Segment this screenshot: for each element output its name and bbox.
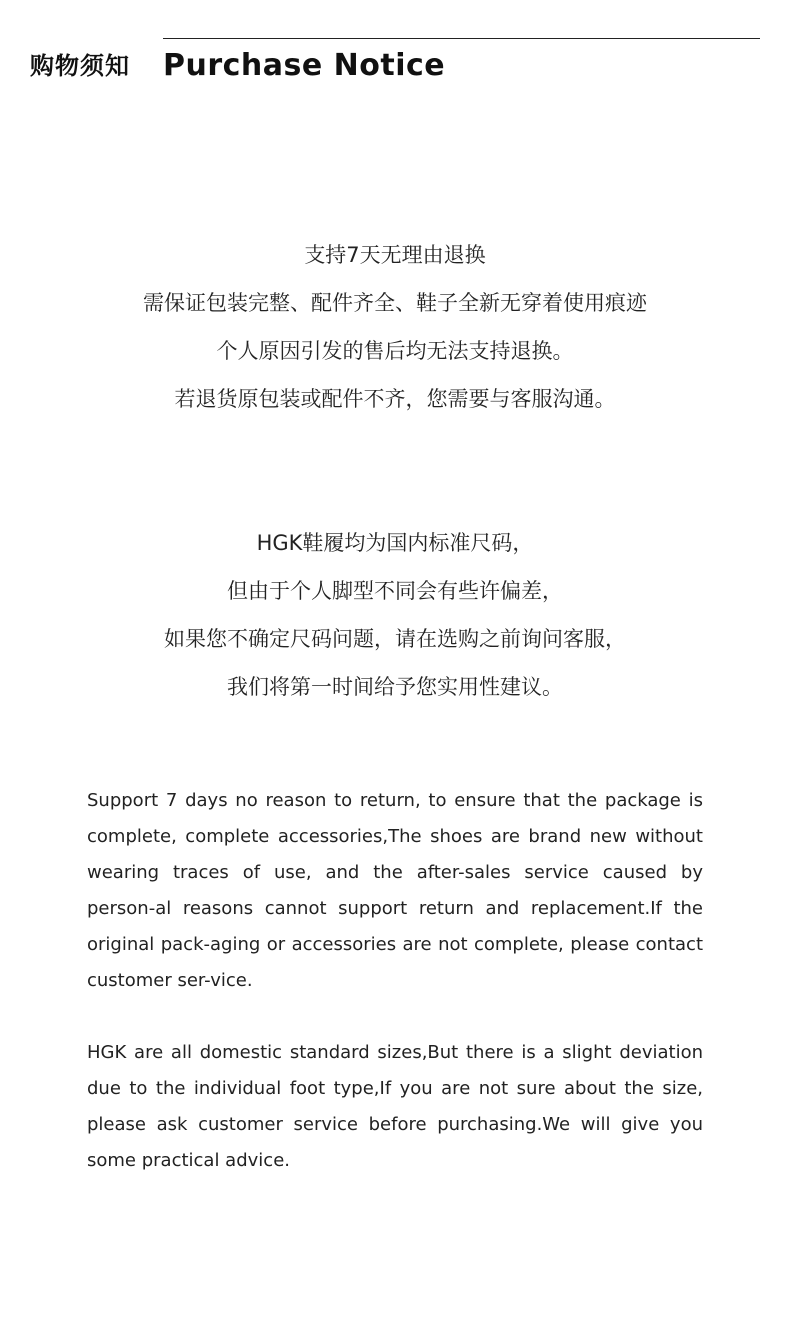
size-notice-line: 我们将第一时间给予您实用性建议。	[227, 675, 563, 699]
return-policy-chinese	[0, 231, 790, 423]
return-policy-line: 若退货原包装或配件不齐，您需要与客服沟通。	[174, 387, 616, 411]
size-notice-chinese	[0, 519, 790, 711]
return-policy-english: Support 7 days no reason to return, to ensure that the package is complete, complete accessories,The shoes are brand new without wearing traces of use, and the after-sales service caused by person-al reasons cannot support return and replacement.If the original pack-aging or accessories are not complete, please contact customer ser-vice.	[87, 790, 703, 991]
size-notice-line: 但由于个人脚型不同会有些许偏差，	[227, 579, 563, 603]
return-policy-line: 支持7天无理由退换	[304, 243, 486, 267]
size-notice-line: HGK鞋履均为国内标准尺码，	[256, 531, 534, 555]
return-policy-line: 需保证包装完整、配件齐全、鞋子全新无穿着使用痕迹	[143, 291, 647, 315]
return-policy-line: 个人原因引发的售后均无法支持退换。	[216, 339, 574, 363]
size-notice-line: 如果您不确定尺码问题，请在选购之前询问客服，	[164, 627, 626, 651]
page-title-chinese: 购物须知	[30, 52, 130, 80]
header-divider	[163, 38, 760, 39]
size-notice-english: HGK are all domestic standard sizes,But there is a slight deviation due to the individual foot type,If you are not sure about the size, please ask customer service before purchasing.We will give you some practical advice.	[87, 1042, 703, 1171]
page-title-english: Purchase Notice	[163, 48, 446, 83]
